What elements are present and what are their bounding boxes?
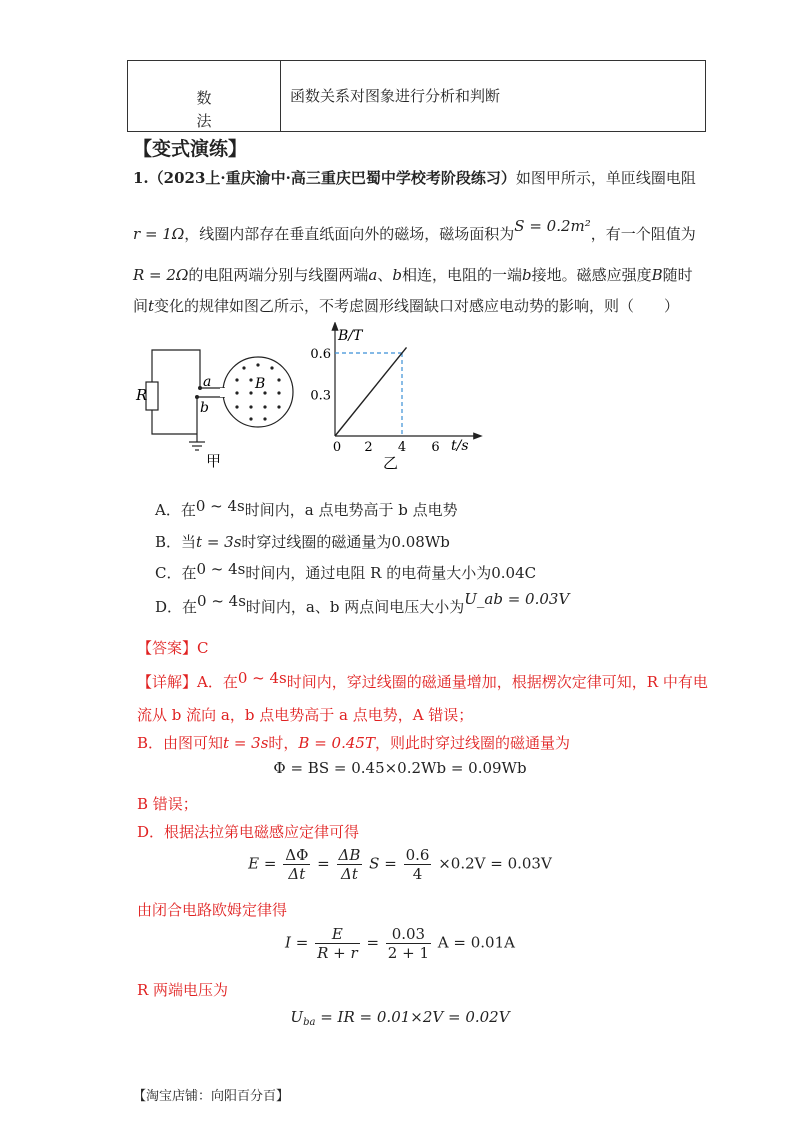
option-c[interactable] xyxy=(155,560,537,583)
y-tick-0.6: 0.6 xyxy=(310,347,331,363)
current-eq2: = xyxy=(366,933,380,952)
flux-formula: Φ = BS = 0.45×0.2Wb = 0.09Wb xyxy=(273,759,527,777)
solution-a-line-2: 流从 b 流向 a，b 点电势高于 a 点电势，A 错误； xyxy=(137,706,474,724)
voltage-formula xyxy=(0,1007,800,1033)
x-tick-2: 2 xyxy=(364,440,373,455)
connector-dot-a xyxy=(198,386,202,390)
solution-a-math: 0 ~ 4s xyxy=(237,669,287,687)
coil-gap xyxy=(220,388,228,397)
terminal-b-label: b xyxy=(200,400,209,416)
label-b: b xyxy=(392,266,402,284)
option-c-label: C．在 xyxy=(155,564,197,582)
solution-a-post: 时间内，穿过线圈的磁通量增加，根据楞次定律可知，R 中有电 xyxy=(286,673,708,691)
option-d-label: D．在 xyxy=(155,598,198,616)
option-d-math: 0 ~ 4s xyxy=(197,592,246,610)
emf-right: ×0.2V = 0.03V xyxy=(438,854,552,873)
emf-frac-3-num: 0.6 xyxy=(405,846,430,864)
ground-symbol xyxy=(189,442,205,450)
solution-b-math1: t = 3s xyxy=(223,734,269,752)
option-a[interactable] xyxy=(155,497,458,520)
R-equation: R = 2Ω xyxy=(133,266,189,284)
r-voltage-line: R 两端电压为 xyxy=(137,981,229,999)
emf-frac-2 xyxy=(337,846,363,883)
solution-b-line-1 xyxy=(137,733,570,753)
option-a-label: A．在 xyxy=(155,501,196,519)
current-right: A = 0.01A xyxy=(437,933,515,952)
emf-left: E = xyxy=(248,854,277,873)
x-axis-label: t/s xyxy=(451,438,469,454)
current-frac-2-den: 2 + 1 xyxy=(387,944,429,962)
table-divider xyxy=(280,61,281,131)
solution-b-mid: 时， xyxy=(268,734,299,752)
emf-frac-1-den: Δt xyxy=(288,865,306,883)
emf-frac-1-num: ΔΦ xyxy=(285,846,309,864)
option-d-text: 时间内，a、b 两点间电压大小为 xyxy=(245,598,465,616)
solution-b-pre: B．由图可知 xyxy=(137,734,224,752)
x-tick-0: 0 xyxy=(332,440,342,455)
emf-formula xyxy=(0,846,800,883)
y-tick-0.3: 0.3 xyxy=(310,388,331,404)
question-line-4 xyxy=(133,296,679,316)
option-b-label: B．当 xyxy=(155,533,197,551)
current-left: I = xyxy=(285,933,309,952)
resistor-label: R xyxy=(136,386,148,404)
question-source: （2023上·重庆渝中·高三重庆巴蜀中学校考阶段练习） xyxy=(148,169,516,187)
y-axis-label: B/T xyxy=(338,328,363,344)
current-formula xyxy=(0,925,800,962)
question-line-1 xyxy=(133,168,696,188)
solution-d-line-1: D．根据法拉第电磁感应定律可得 xyxy=(137,823,360,841)
option-d-value: U_ab = 0.03V xyxy=(464,590,570,608)
voltage-U: U xyxy=(290,1008,304,1026)
footer-shop: 【淘宝店铺：向阳百分百】 xyxy=(133,1089,290,1104)
option-b[interactable] xyxy=(155,532,450,552)
question-number: 1. xyxy=(133,169,149,187)
solution-b-math2: B = 0.45T xyxy=(298,734,375,752)
option-b-value: 0.08Wb xyxy=(391,533,450,551)
circuit-figure xyxy=(130,330,310,470)
question-text-1: 如图甲所示，单匝线圈电阻 xyxy=(515,169,696,187)
question-line4-b: 变化的规律如图乙所示，不考虑圆形线圈缺口对感应电动势的影响，则（ ） xyxy=(154,297,680,315)
voltage-rest: = IR = 0.01×2V = 0.02V xyxy=(315,1008,510,1026)
solution-b-wrong: B 错误； xyxy=(137,795,198,813)
terminal-a-label: a xyxy=(203,374,212,390)
label-a: a xyxy=(368,266,378,284)
field-B-label: B xyxy=(255,376,266,392)
solution-label: 【详解】 xyxy=(137,673,198,691)
current-frac-1-den: R + r xyxy=(317,944,358,962)
figure-yi-caption: 乙 xyxy=(383,454,399,472)
data-line xyxy=(335,347,407,436)
current-frac-1 xyxy=(315,925,360,962)
emf-frac-1 xyxy=(283,846,310,883)
question-text-2: ，线圈内部存在垂直纸面向外的磁场，磁场面积为 xyxy=(184,225,515,243)
solution-a-line-1 xyxy=(137,669,708,692)
label-t: t xyxy=(148,297,155,315)
emf-mid: S = xyxy=(369,854,397,873)
s-equation: S = 0.2m² xyxy=(514,217,591,235)
emf-frac-2-num: ΔB xyxy=(338,846,361,864)
current-frac-1-num: E xyxy=(315,925,360,944)
table-cell-1-line2: 法 xyxy=(196,112,212,130)
connector-dot-b xyxy=(195,395,199,399)
label-B: B xyxy=(651,266,663,284)
question-line-2 xyxy=(133,217,696,244)
solution-b-post: ，则此时穿过线圈的磁通量为 xyxy=(374,734,570,752)
option-a-math: 0 ~ 4s xyxy=(195,497,245,515)
solution-a-pre: A．在 xyxy=(197,673,238,691)
question-text-7: 随时 xyxy=(662,266,693,284)
question-text-5: 相连，电阻的一端 xyxy=(401,266,522,284)
resistor xyxy=(146,382,158,410)
question-text-3: ，有一个阻值为 xyxy=(590,225,696,243)
current-frac-2 xyxy=(386,925,431,962)
option-b-text: 时穿过线圈的磁通量为 xyxy=(241,533,392,551)
method-table-row xyxy=(127,60,706,132)
table-cell-2: 函数关系对图象进行分析和判断 xyxy=(290,87,501,105)
voltage-sub: ba xyxy=(303,1017,316,1028)
table-cell-1-line1: 数 xyxy=(196,89,212,107)
label-b2: b xyxy=(522,266,532,284)
question-text-4: 的电阻两端分别与线圈两端 xyxy=(188,266,369,284)
x-tick-6: 6 xyxy=(431,440,440,455)
sep: 、 xyxy=(377,266,393,284)
option-c-value: 0.04C xyxy=(491,564,537,582)
option-a-text: 时间内，a 点电势高于 b 点电势 xyxy=(244,501,458,519)
question-line-3 xyxy=(133,265,693,285)
emf-frac-2-den: Δt xyxy=(341,865,358,883)
option-d[interactable] xyxy=(155,590,570,617)
circuit-wires xyxy=(152,350,225,442)
option-c-text: 时间内，通过电阻 R 的电荷量大小为 xyxy=(245,564,492,582)
x-tick-4: 4 xyxy=(397,440,407,455)
emf-eq2: = xyxy=(317,854,330,873)
coil xyxy=(223,357,293,427)
emf-frac-3-den: 4 xyxy=(412,865,423,883)
section-title: 【变式演练】 xyxy=(133,138,248,160)
answer: 【答案】C xyxy=(137,639,209,657)
emf-frac-3 xyxy=(404,846,432,883)
magnetic-field-dots xyxy=(235,363,280,420)
bt-chart xyxy=(308,322,488,472)
option-c-math: 0 ~ 4s xyxy=(196,560,246,578)
figure-jia-caption: 甲 xyxy=(206,452,222,470)
question-text-6: 接地。磁感应强度 xyxy=(531,266,652,284)
ohm-law-line: 由闭合电路欧姆定律得 xyxy=(137,901,288,919)
option-b-math: t = 3s xyxy=(196,533,242,551)
r-equation: r = 1Ω xyxy=(133,225,185,243)
question-line4-a: 间 xyxy=(133,297,149,315)
current-frac-2-num: 0.03 xyxy=(386,925,431,944)
